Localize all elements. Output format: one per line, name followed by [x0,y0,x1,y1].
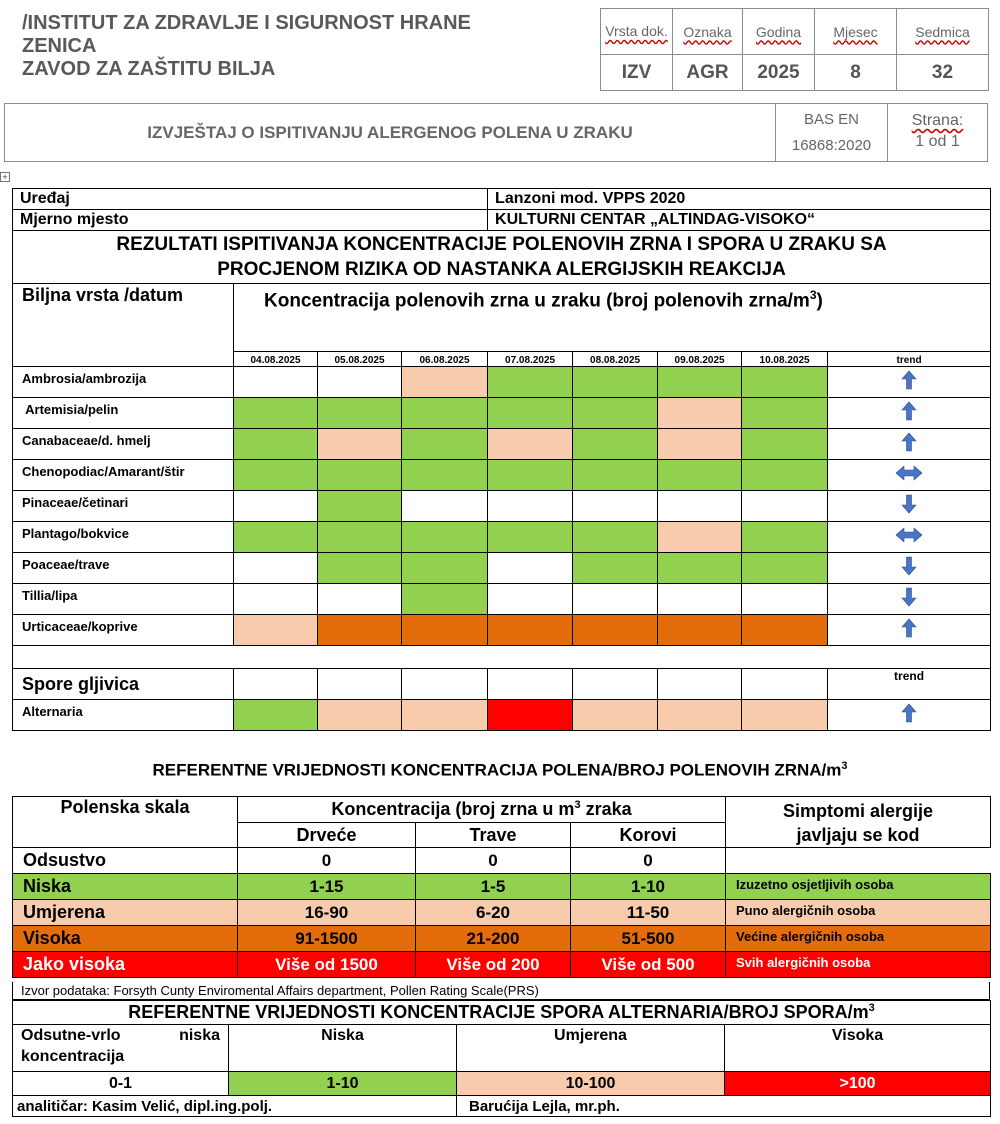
level-cell [318,584,402,615]
reference-title [0,760,1000,781]
location-label: Mjerno mjesto [13,210,488,231]
level-cell [318,398,402,429]
spore-header-moderate: Umjerena [457,1025,725,1072]
species-name: Urticaceae/koprive [13,615,234,646]
level-cell [488,491,573,522]
level-cell [488,522,573,553]
level-cell [318,367,402,398]
level-cell [742,553,828,584]
table-row [13,429,991,460]
spore-header-cell [402,669,488,700]
species-name: Chenopodiac/Amarant/štir [13,460,234,491]
level-cell [658,584,742,615]
scale-level: Umjerena [13,900,238,926]
level-cell [234,700,318,731]
reference-row [13,952,991,978]
level-cell [573,615,658,646]
trend-cell [828,553,991,584]
level-cell [573,398,658,429]
subheader-weeds: Korovi [571,823,726,848]
value-grass: 1-5 [416,874,571,900]
level-cell [402,367,488,398]
trend-cell [828,491,991,522]
value-weeds: Više od 500 [571,952,726,978]
arrow-down-icon [901,501,917,518]
level-cell [488,398,573,429]
table-row [13,460,991,491]
meta-value-year: 2025 [743,55,815,91]
meta-label-year: Godina [743,9,815,55]
species-name: Alternaria [13,700,234,731]
reference-table [12,796,991,978]
concentration-sup: 3 [809,288,817,302]
level-cell [742,584,828,615]
subheader-trees: Drveće [238,823,416,848]
plant-column-label: Biljna vrsta /datum [13,284,234,367]
value-grass: 21-200 [416,926,571,952]
spores-label: Spore gljivica [13,669,234,700]
value-trees: 1-15 [238,874,416,900]
scale-level: Odsustvo [13,848,238,874]
spore-header-cell [573,669,658,700]
spore-reference-title-sup: 3 [868,1002,875,1014]
table-row [13,700,991,731]
level-cell [234,491,318,522]
device-value: Lanzoni mod. VPPS 2020 [488,189,991,210]
meta-label-type: Vrsta dok. [601,9,673,55]
level-cell [742,615,828,646]
institute-line3: ZAVOD ZA ZAŠTITU BILJA [22,58,276,80]
spore-reference-title-text: REFERENTNE VRIJEDNOSTI KONCENTRACIJE SPORA ALTERNARIA/BROJ SPORA/m [128,1002,869,1022]
device-label: Uređaj [13,189,488,210]
arrow-up-icon [901,439,917,456]
reference-title-text: REFERENTNE VRIJEDNOSTI KONCENTRACIJA POLENA/BROJ POLENOVIH ZRNA/m [152,760,842,780]
level-cell [573,460,658,491]
level-cell [658,398,742,429]
page-box [887,104,987,161]
level-cell [488,700,573,731]
arrow-left-right-icon [895,532,923,549]
meta-value-code: AGR [673,55,743,91]
level-cell [742,460,828,491]
concentration-text: Koncentracija polenovih zrna u zraku (broj polenovih zrna/m [264,290,810,312]
scale-header: Polenska skala [13,797,238,848]
trend-cell [828,367,991,398]
level-cell [742,429,828,460]
level-cell [234,584,318,615]
location-value: KULTURNI CENTAR „ALTINDAG-VISOKO“ [488,210,991,231]
document-meta-table [600,8,989,91]
scale-level: Niska [13,874,238,900]
spore-value-high: >100 [725,1072,991,1096]
meta-label-code: Oznaka [673,9,743,55]
page-value: 1 od 1 [915,133,960,150]
level-cell [658,615,742,646]
trend-cell [828,460,991,491]
reference-row [13,900,991,926]
institute-line2: ZENICA [22,35,97,57]
level-cell [658,367,742,398]
value-grass: Više od 200 [416,952,571,978]
conc-header [238,797,726,823]
level-cell [234,615,318,646]
institute-line1: /INSTITUT ZA ZDRAVLJE I SIGURNOST HRANE [22,12,471,34]
reference-row [13,848,991,874]
arrow-up-icon [901,377,917,394]
level-cell [402,398,488,429]
level-cell [488,553,573,584]
spore-value-moderate: 10-100 [457,1072,725,1096]
value-trees: 91-1500 [238,926,416,952]
level-cell [573,553,658,584]
spore-header-cell [234,669,318,700]
level-cell [488,367,573,398]
value-weeds: 11-50 [571,900,726,926]
table-row [13,367,991,398]
level-cell [234,429,318,460]
page-label: Strana: [911,112,964,129]
table-row [13,584,991,615]
concentration-label [234,284,991,352]
subheader-grass: Trave [416,823,571,848]
level-cell [573,491,658,522]
level-cell [488,615,573,646]
level-cell [488,429,573,460]
level-cell [488,584,573,615]
level-cell [573,367,658,398]
table-row [13,615,991,646]
standard-line1: BAS EN [803,111,860,128]
spore-header-cell [742,669,828,700]
table-row [13,522,991,553]
level-cell [318,429,402,460]
value-grass: 6-20 [416,900,571,926]
date-header: 08.08.2025 [573,352,658,367]
second-signer: Barućija Lejla, mr.ph. [457,1096,991,1117]
reference-title-sup: 3 [841,760,848,772]
trend-cell [828,522,991,553]
level-cell [402,584,488,615]
meta-label-month: Mjesec [815,9,897,55]
species-name: Tillia/lipa [13,584,234,615]
trend-cell [828,700,991,731]
level-cell [234,553,318,584]
scale-level: Visoka [13,926,238,952]
level-cell [318,460,402,491]
level-cell [318,491,402,522]
spore-header-cell [488,669,573,700]
level-cell [234,460,318,491]
report-title: IZVJEŠTAJ O ISPITIVANJU ALERGENOG POLENA U ZRAKU [147,123,633,142]
symptoms-cell: Većine alergičnih osoba [726,926,991,952]
level-cell [234,398,318,429]
level-cell [742,522,828,553]
results-heading: REZULTATI ISPITIVANJA KONCENTRACIJE POLENOVIH ZRNA I SPORA U ZRAKU SA PROCJENOM RIZIKA OD NASTANKA ALERGIJSKIH REAKCIJA [13,231,991,284]
institute-name [22,12,592,81]
arrow-down-icon [901,594,917,611]
arrow-down-icon [901,563,917,580]
scale-level: Jako visoka [13,952,238,978]
species-name: Plantago/bokvice [13,522,234,553]
species-name: Artemisia/pelin [13,398,234,429]
level-cell [318,553,402,584]
table-row [13,398,991,429]
meta-value-month: 8 [815,55,897,91]
level-cell [573,522,658,553]
analyst: analitičar: Kasim Velić, dipl.ing.polj. [13,1096,457,1117]
value-trees: 16-90 [238,900,416,926]
date-header: 10.08.2025 [742,352,828,367]
level-cell [402,429,488,460]
species-name: Ambrosia/ambrozija [13,367,234,398]
level-cell [234,367,318,398]
symptoms-cell: Puno alergičnih osoba [726,900,991,926]
level-cell [658,429,742,460]
level-cell [402,491,488,522]
level-cell [658,460,742,491]
spore-header-cell [318,669,402,700]
trend-cell [828,615,991,646]
arrow-up-icon [901,625,917,642]
date-header: 09.08.2025 [658,352,742,367]
value-weeds: 1-10 [571,874,726,900]
table-row [13,553,991,584]
spore-value-low: 1-10 [229,1072,457,1096]
date-header: 04.08.2025 [234,352,318,367]
data-source: Izvor podataka: Forsyth Cunty Enviromental Affairs department, Pollen Rating Scale(PRS) [12,982,990,1000]
species-name: Poaceae/trave [13,553,234,584]
symptoms-header-line2: javljaju se kod [796,825,920,845]
level-cell [318,615,402,646]
species-name: Canabaceae/d. hmelj [13,429,234,460]
level-cell [488,460,573,491]
trend-cell [828,584,991,615]
value-trees: 0 [238,848,416,874]
level-cell [658,522,742,553]
level-cell [402,522,488,553]
level-cell [658,700,742,731]
arrow-up-icon [901,408,917,425]
date-header: 06.08.2025 [402,352,488,367]
level-cell [742,700,828,731]
table-move-handle-icon[interactable]: + [0,172,10,182]
table-row [13,491,991,522]
level-cell [402,460,488,491]
date-header: 07.08.2025 [488,352,573,367]
spore-reference-title [13,1001,991,1025]
trend-header: trend [828,352,991,367]
arrow-up-icon [901,710,917,727]
standard-box [775,104,887,161]
spore-header-high: Visoka [725,1025,991,1072]
level-cell [658,553,742,584]
value-trees: Više od 1500 [238,952,416,978]
level-cell [318,700,402,731]
reference-row [13,926,991,952]
concentration-close: ) [816,290,823,312]
trend-cell [828,398,991,429]
conc-header-end: zraka [580,799,632,819]
level-cell [658,491,742,522]
symptoms-header-line1: Simptomi alergije [782,801,934,821]
spore-header-low: Niska [229,1025,457,1072]
spore-header-cell [658,669,742,700]
level-cell [573,429,658,460]
report-title-box [4,103,988,162]
spore-value-absent: 0-1 [13,1072,229,1096]
level-cell [573,584,658,615]
spore-header-absent: Odsutne-vrlo niska koncentracija [13,1025,229,1072]
species-name: Pinaceae/četinari [13,491,234,522]
symptoms-cell: Svih alergičnih osoba [726,952,991,978]
meta-label-week: Sedmica [897,9,989,55]
level-cell [318,522,402,553]
level-cell [402,553,488,584]
level-cell [402,615,488,646]
reference-row [13,874,991,900]
level-cell [402,700,488,731]
level-cell [742,398,828,429]
spores-trend-header: trend [828,669,991,700]
results-table [12,188,991,731]
standard-line2: 16868:2020 [791,137,872,154]
value-grass: 0 [416,848,571,874]
date-header: 05.08.2025 [318,352,402,367]
symptoms-cell: Izuzetno osjetljivih osoba [726,874,991,900]
spore-reference-table [12,1000,991,1117]
meta-value-week: 32 [897,55,989,91]
conc-header-text: Koncentracija (broj zrna u m [331,799,575,819]
level-cell [742,491,828,522]
symptoms-header [726,797,991,848]
separator-row [13,646,991,669]
meta-value-type: IZV [601,55,673,91]
level-cell [234,522,318,553]
level-cell [742,367,828,398]
conc-header-sup: 3 [574,799,581,811]
value-weeds: 0 [571,848,726,874]
value-weeds: 51-500 [571,926,726,952]
arrow-left-right-icon [895,470,923,487]
trend-cell [828,429,991,460]
level-cell [573,700,658,731]
